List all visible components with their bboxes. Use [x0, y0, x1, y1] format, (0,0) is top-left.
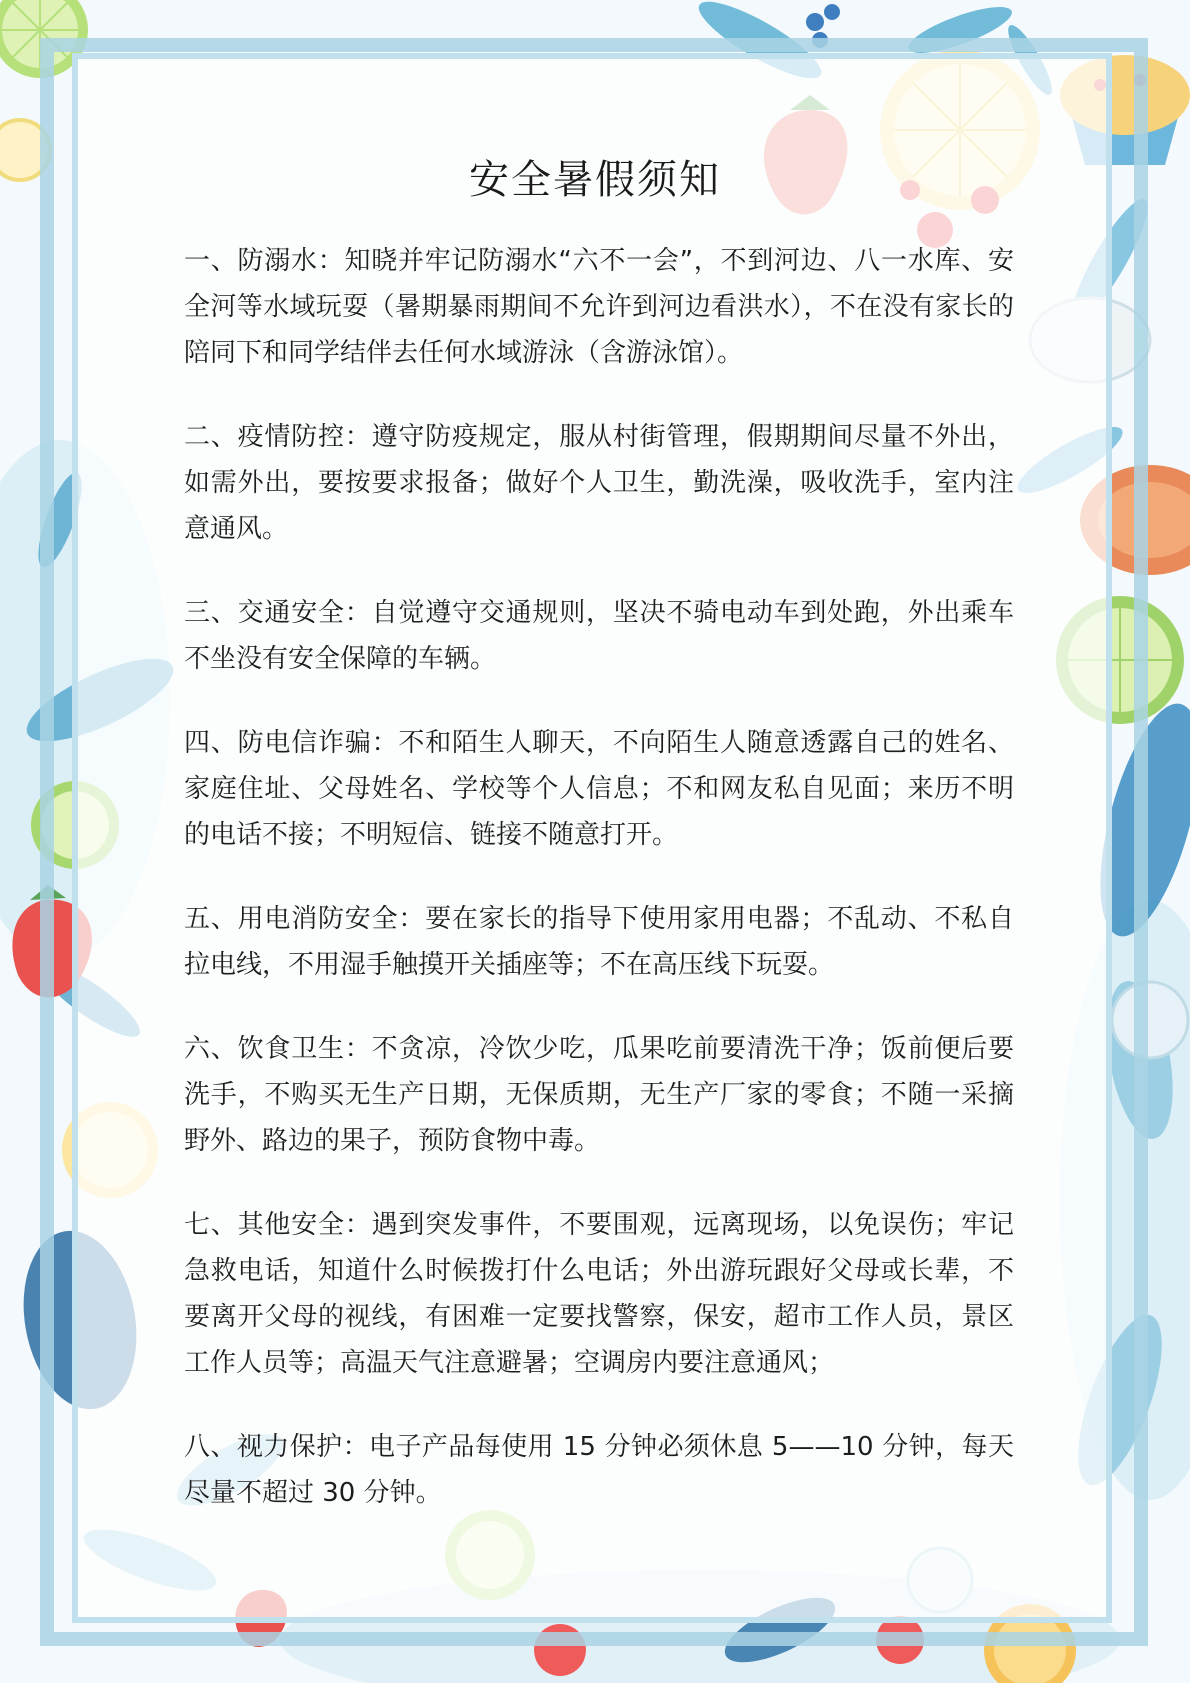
- paragraph-epidemic: 二、疫情防控：遵守防疫规定，服从村街管理，假期期间尽量不外出，如需外出，要按要求报备；做好个人卫生，勤洗澡，吸收洗手，室内注意通风。: [184, 422, 1014, 544]
- paragraph-drowning: 一、防溺水：知晓并牢记防溺水“六不一会”，不到河边、八一水库、安全河等水域玩耍（暑期暴雨期间不允许到河边看洪水），不在没有家长的陪同下和同学结伴去任何水域游泳（含游泳馆）。: [184, 246, 1014, 368]
- paragraph-traffic: 三、交通安全：自觉遵守交通规则，坚决不骑电动车到处跑，外出乘车不坐没有安全保障的车辆。: [184, 598, 1014, 674]
- paragraph-other-safety: 七、其他安全：遇到突发事件，不要围观，远离现场，以免误伤；牢记急救电话，知道什么时候拨打什么电话；外出游玩跟好父母或长辈，不要离开父母的视线，有困难一定要找警察，保安，超市工作人员，景区工作人员等；高温天气注意避暑；空调房内要注意通风；: [184, 1210, 1014, 1378]
- notice-body: [184, 238, 1014, 1554]
- paragraph-fraud: 四、防电信诈骗：不和陌生人聊天，不向陌生人随意透露自己的姓名、家庭住址、父母姓名、学校等个人信息；不和网友私自见面；来历不明的电话不接；不明短信、链接不随意打开。: [184, 728, 1014, 850]
- page-title: 安全暑假须知: [469, 157, 721, 203]
- paragraph-electricity-fire: 五、用电消防安全：要在家长的指导下使用家用电器；不乱动、不私自拉电线，不用湿手触摸开关插座等；不在高压线下玩耍。: [184, 904, 1014, 980]
- paragraph-eyesight: 八、视力保护：电子产品每使用 15 分钟必须休息 5——10 分钟，每天尽量不超过 30 分钟。: [184, 1432, 1014, 1508]
- paragraph-food: 六、饮食卫生：不贪凉，冷饮少吃，瓜果吃前要清洗干净；饭前便后要洗手，不购买无生产日期，无保质期，无生产厂家的零食；不随一采摘野外、路边的果子，预防食物中毒。: [184, 1034, 1014, 1156]
